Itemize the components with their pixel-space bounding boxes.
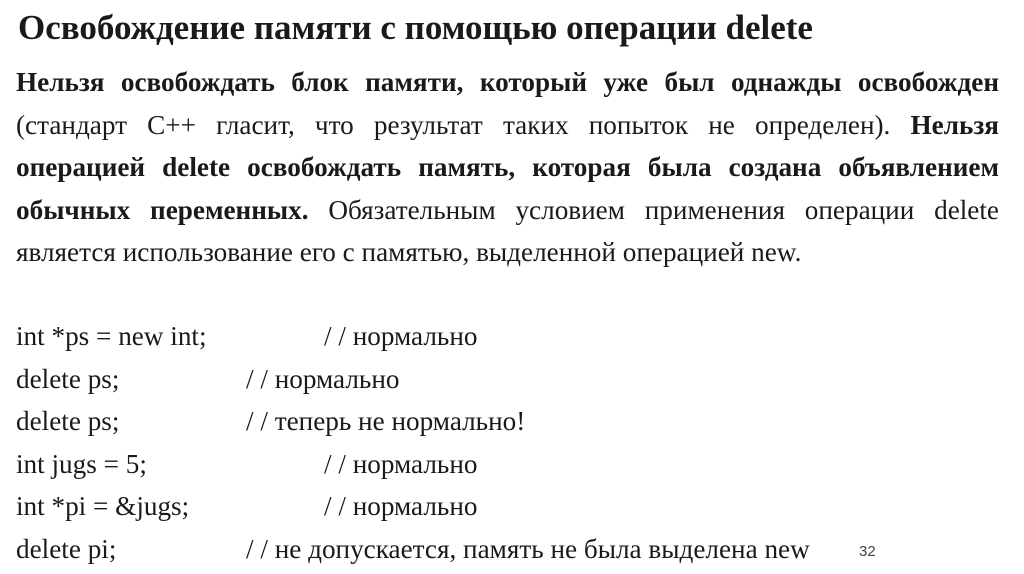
rule-double-delete: Нельзя освобождать блок памяти, который уже был однажды освобожден bbox=[16, 67, 999, 97]
page-number: 32 bbox=[859, 543, 876, 560]
code-statement: int *ps = new int; bbox=[16, 321, 207, 351]
code-comment: / / нормально bbox=[324, 321, 478, 351]
standard-note: (стандарт С++ гласит, что результат таких попыток не определен). bbox=[16, 109, 911, 140]
code-comment: / / нормально bbox=[324, 448, 478, 479]
rule-ordinary-variables: Нельзя операцией delete освобождать память, которая была создана объявлением обычных переменных. bbox=[16, 109, 999, 225]
code-statement: int jugs = 5; bbox=[16, 448, 147, 479]
body-paragraph bbox=[16, 61, 999, 274]
code-comment: / / не допускается, память не была выделена new bbox=[246, 533, 810, 564]
code-comment: / / теперь не нормально! bbox=[246, 406, 526, 436]
slide-title: Освобождение памяти с помощью операции delete bbox=[18, 8, 813, 47]
code-statement: delete ps; bbox=[16, 406, 120, 436]
requirement-text: Обязательным условием применения операции delete является использование его с памятью, выделенной операцией new. bbox=[16, 194, 999, 267]
code-statement: delete ps; bbox=[16, 363, 120, 394]
code-comment: / / нормально bbox=[246, 363, 400, 394]
code-statement: int *pi = &jugs; bbox=[16, 491, 190, 521]
code-statement: delete pi; bbox=[16, 533, 117, 564]
code-comment: / / нормально bbox=[324, 491, 478, 521]
